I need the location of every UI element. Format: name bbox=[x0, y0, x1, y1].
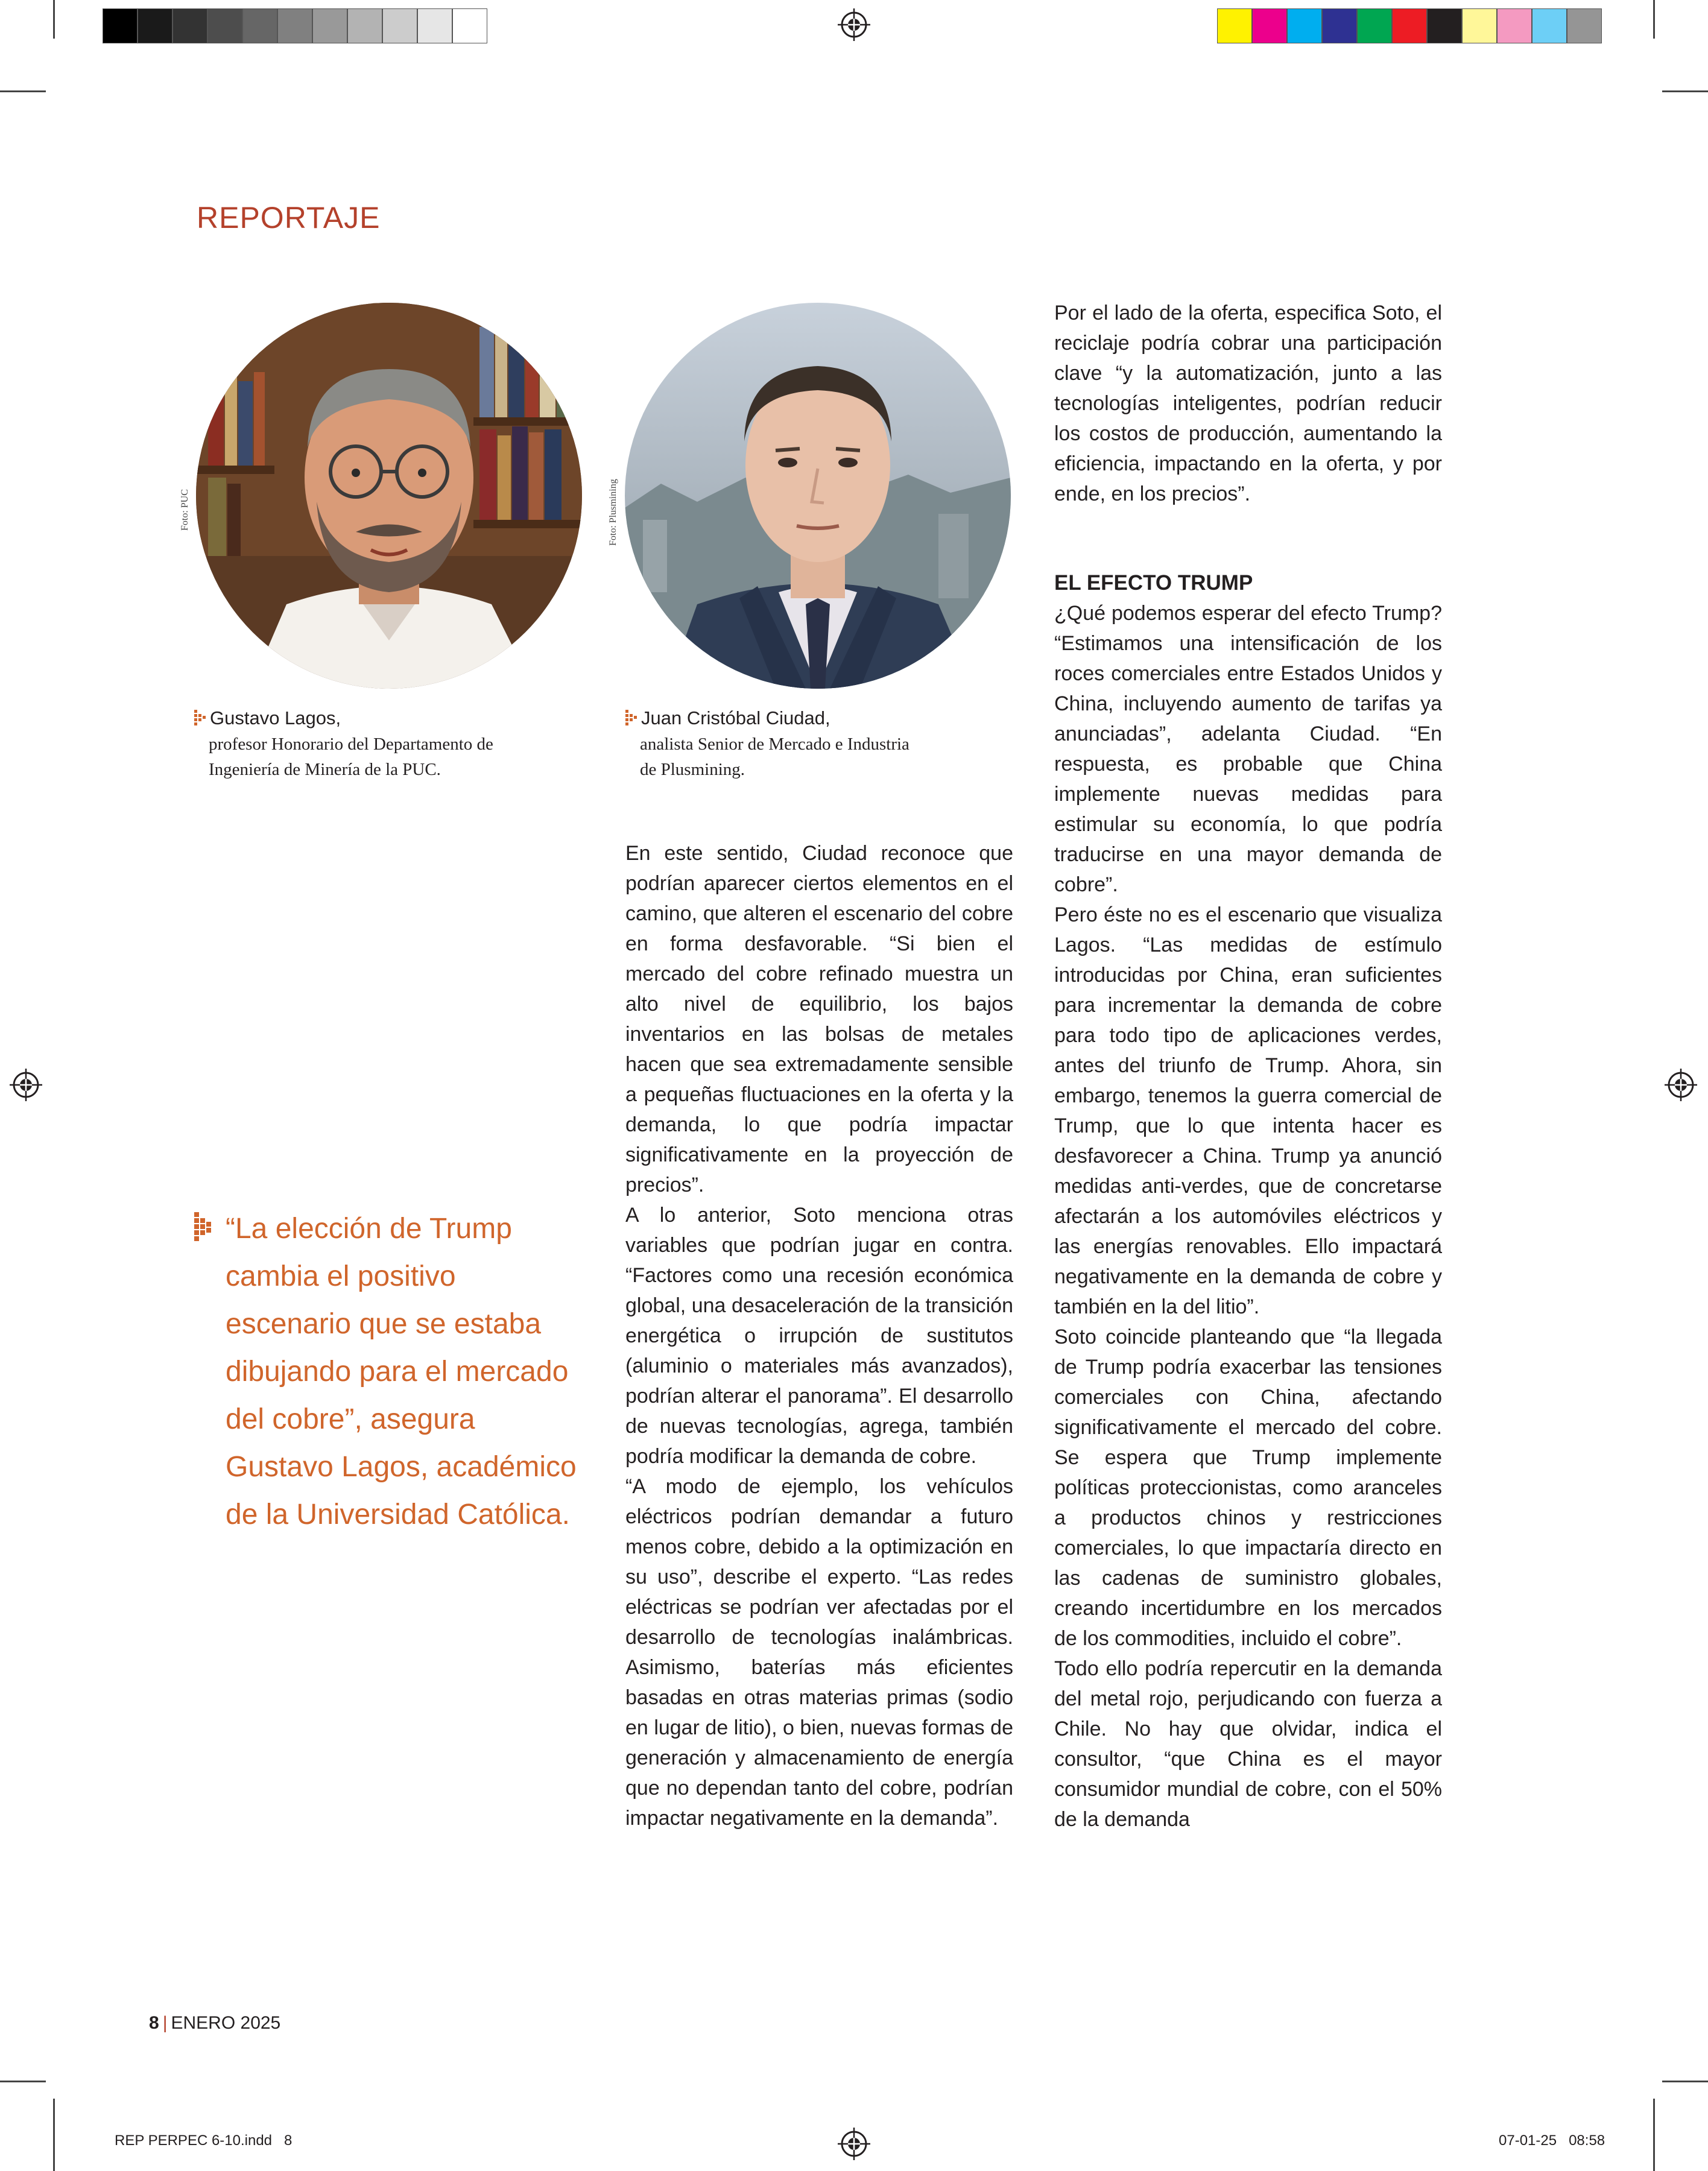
color-swatch bbox=[1532, 8, 1567, 43]
section-label: REPORTAJE bbox=[197, 201, 381, 235]
color-swatch bbox=[417, 8, 452, 43]
crop-mark bbox=[1653, 0, 1655, 39]
process-color-bar bbox=[1217, 8, 1602, 43]
color-swatch bbox=[347, 8, 382, 43]
slug-datetime: 07-01-25 08:58 bbox=[1499, 2132, 1605, 2149]
color-swatch bbox=[1462, 8, 1497, 43]
color-swatch bbox=[242, 8, 277, 43]
issue-date: ENERO 2025 bbox=[171, 2013, 281, 2033]
crop-mark bbox=[1662, 90, 1708, 92]
folio-separator: | bbox=[162, 2013, 168, 2033]
color-swatch bbox=[277, 8, 312, 43]
registration-mark-icon bbox=[838, 2128, 870, 2160]
page-number: 8 bbox=[149, 2013, 159, 2033]
crop-mark bbox=[53, 0, 55, 39]
photo-credit-2: Foto: Plusmining bbox=[608, 479, 618, 546]
paragraph: Por el lado de la oferta, especifica Soto, el reciclaje podría cobrar una participación clave “y la automatización, junto a las tecnologías inteligentes, podrían reducir los costos de producción, aumentando la eficiencia, impactando en la oferta, y por ende, en los precios”. bbox=[1054, 302, 1442, 505]
paragraph: “A modo de ejemplo, los vehículos eléctricos podrían demandar a futuro menos cobre, debido a la optimización en su uso”, describe el experto. “Las redes eléctricas se podrían ver afectadas por el desarrollo de tecnologías inalámbricas. Asimismo, baterías más eficientes basadas en otras materias primas (sodio en lugar de litio), o bien, nuevas formas de generación y almacenamiento de energía que no dependan tanto del cobre, podrían impactar negativamente en la demanda”. bbox=[625, 1475, 1013, 1830]
grayscale-color-bar bbox=[103, 8, 487, 43]
registration-mark-icon bbox=[1665, 1069, 1697, 1101]
registration-mark-icon bbox=[838, 8, 870, 41]
color-swatch bbox=[1217, 8, 1252, 43]
color-swatch bbox=[1427, 8, 1462, 43]
paragraph: Soto coincide planteando que “la llegada de Trump podría exacerbar las tensiones comerciales con China, afectando significativamente el mercado del cobre. Se espera que Trump implemente políticas proteccionistas, como aranceles a productos chinos y restricciones comerciales, lo que impactaría directo en las cadenas de suministro globales, creando incertidumbre en los mercados de los commodities, incluido el cobre”. bbox=[1054, 1326, 1442, 1650]
color-swatch bbox=[1287, 8, 1322, 43]
photo-credit-1: Foto: PUC bbox=[180, 489, 190, 531]
pull-quote bbox=[194, 1205, 580, 1538]
caption-role-line: Ingeniería de Minería de la PUC. bbox=[209, 760, 441, 779]
crop-mark bbox=[0, 90, 46, 92]
color-swatch bbox=[1497, 8, 1532, 43]
caption-role-line: analista Senior de Mercado e Industria bbox=[640, 735, 909, 754]
bullet-marker-icon bbox=[625, 710, 639, 725]
color-swatch bbox=[452, 8, 487, 43]
color-swatch bbox=[1252, 8, 1287, 43]
color-swatch bbox=[1357, 8, 1392, 43]
crop-mark bbox=[1653, 2099, 1655, 2171]
paragraph: Pero éste no es el escenario que visualiza Lagos. “Las medidas de estímulo introducidas por China, eran suficientes para incrementar la demanda de cobre para todo tipo de aplicaciones verdes, antes del triunfo de Trump. Ahora, sin embargo, tenemos la guerra comercial de Trump, que lo que intenta hacer es desfavorecer a China. Trump ya anunció medidas anti-verdes, que de concretarse afectarán a los automóviles eléctricos y las energías renovables. Ello impactará negativamente en la demanda de cobre y también en la del litio”. bbox=[1054, 903, 1442, 1318]
bullet-marker-icon bbox=[194, 710, 207, 725]
section-subheading: EL EFECTO TRUMP bbox=[1054, 571, 1253, 595]
crop-mark bbox=[0, 2081, 46, 2082]
pull-quote-text: “La elección de Trump cambia el positivo escenario que se estaba dibujando para el mercado del cobre”, asegura Gustavo Lagos, académico de la Universidad Católica. bbox=[226, 1213, 577, 1531]
caption-role-line: profesor Honorario del Departamento de bbox=[209, 735, 493, 754]
color-swatch bbox=[138, 8, 172, 43]
quote-marker-icon bbox=[194, 1212, 216, 1241]
color-swatch bbox=[312, 8, 347, 43]
article-column-3 bbox=[1054, 568, 1442, 1834]
paragraph: A lo anterior, Soto menciona otras variables que podrían jugar en contra. “Factores como una recesión económica global, una desaceleración de la transición energética o irrupción de sustitutos (aluminio o materiales más avanzados), podrían alterar el panorama”. El desarrollo de nuevas tecnologías, agrega, también podría modificar la demanda de cobre. bbox=[625, 1204, 1013, 1468]
color-swatch bbox=[103, 8, 138, 43]
color-swatch bbox=[207, 8, 242, 43]
color-swatch bbox=[382, 8, 417, 43]
portrait-photo-gustavo-lagos bbox=[196, 303, 582, 689]
paragraph: En este sentido, Ciudad reconoce que podrían aparecer ciertos elementos en el camino, que alteren el escenario del cobre en forma desfavorable. “Si bien el mercado del cobre refinado muestra un alto nivel de equilibrio, los bajos inventarios en las bolsas de metales hacen que sea extremadamente sensible a pequeñas fluctuaciones en la oferta y la demanda, lo que podría impactar significativamente en la proyección de precios”. bbox=[625, 842, 1013, 1196]
caption-role-line: de Plusmining. bbox=[640, 760, 745, 779]
color-swatch bbox=[1322, 8, 1357, 43]
color-swatch bbox=[1567, 8, 1602, 43]
slug-filename: REP PERPEC 6-10.indd 8 bbox=[115, 2132, 293, 2149]
paragraph: ¿Qué podemos esperar del efecto Trump? “Estimamos una intensificación de los roces comerciales entre Estados Unidos y China, incluyendo aumento de tarifas ya anunciadas”, adelanta Ciudad. “En respuesta, es probable que China implemente nuevas medidas para estimular su economía, lo que podría traducirse en una mayor demanda de cobre”. bbox=[1054, 602, 1442, 896]
paragraph: Todo ello podría repercutir en la demanda del metal rojo, perjudicando con fuerza a Chile. No hay que olvidar, indica el consultor, “que China es el mayor consumidor mundial de cobre, con el 50% de la demanda bbox=[1054, 1657, 1442, 1831]
crop-mark bbox=[1662, 2081, 1708, 2082]
color-swatch bbox=[172, 8, 207, 43]
color-swatch bbox=[1392, 8, 1427, 43]
article-column-3-top bbox=[1054, 298, 1442, 509]
photo-caption-2 bbox=[625, 706, 1017, 782]
article-column-2 bbox=[625, 838, 1013, 1833]
caption-name: Juan Cristóbal Ciudad, bbox=[641, 707, 830, 728]
caption-name: Gustavo Lagos, bbox=[210, 707, 341, 728]
page-folio bbox=[149, 2013, 280, 2034]
portrait-photo-juan-cristobal-ciudad bbox=[625, 303, 1011, 689]
photo-caption-1 bbox=[194, 706, 592, 782]
crop-mark bbox=[53, 2099, 55, 2171]
registration-mark-icon bbox=[10, 1069, 42, 1101]
